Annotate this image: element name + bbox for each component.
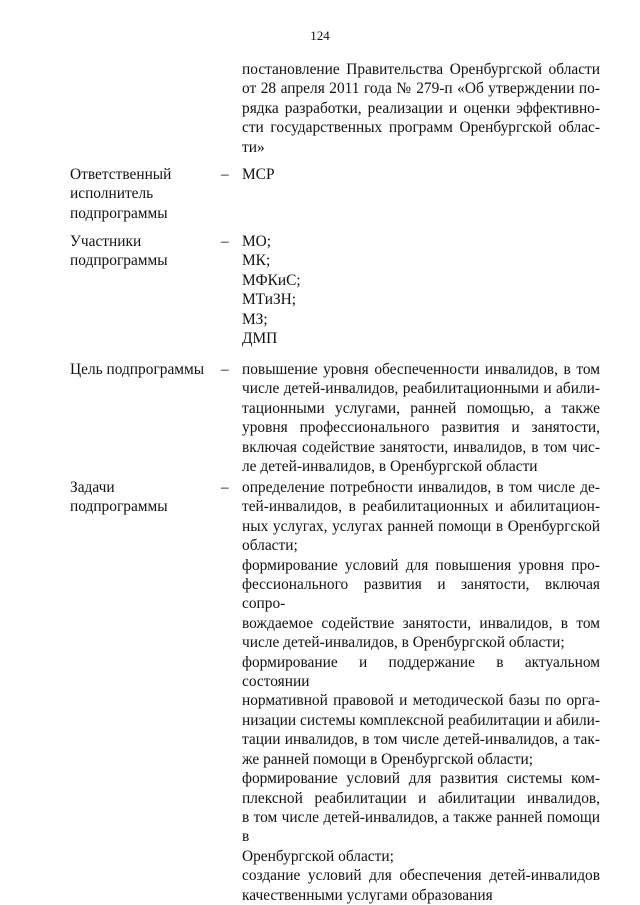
text-line: от 28 апреля 2011 года № 279-п «Об утверждении по- <box>242 80 600 98</box>
value-line: низации системы комплексной реабилитации и абили- <box>242 711 600 729</box>
text-line: сти государственных программ Оренбургской облас- <box>242 119 600 137</box>
value-line: МФКиС; <box>242 271 301 289</box>
intro-text <box>242 60 600 157</box>
row-label <box>70 165 220 223</box>
value-line: создание условий для обеспечения детей-инвалидов <box>242 867 600 885</box>
label-line: Цель подпрограммы <box>70 361 205 378</box>
dash-separator: – <box>221 479 229 496</box>
dash-separator: – <box>221 361 229 378</box>
label-line: исполнитель <box>70 185 154 203</box>
dash-separator: – <box>221 233 229 250</box>
label-line: подпрограммы <box>70 498 168 516</box>
value-line: ных услугах, услугах ранней помощи в Оренбургской <box>242 517 600 535</box>
row-value <box>242 232 600 348</box>
value-line: формирование и поддержание в актуальном состоянии <box>242 653 600 691</box>
value-line: области; <box>242 537 298 555</box>
row-label <box>70 360 220 379</box>
value-line: включая содействие занятости, инвалидов, в том чис- <box>242 438 600 456</box>
value-line: уровня профессионального развития и занятости, <box>242 419 600 437</box>
label-line: Участники <box>70 233 142 250</box>
value-line: повышение уровня обеспеченности инвалидов, в том <box>242 361 600 378</box>
value-line: МСР <box>242 166 275 183</box>
value-line: Оренбургской области; <box>242 847 394 865</box>
value-line: числе детей-инвалидов, реабилитационными и абили- <box>242 380 600 398</box>
value-line: определение потребности инвалидов, в том числе де- <box>242 479 600 496</box>
value-line: МО; <box>242 233 272 250</box>
value-line: тей-инвалидов, в реабилитационных и абилитацион- <box>242 498 600 516</box>
value-line: плексной реабилитации и абилитации инвалидов, <box>242 789 600 807</box>
value-line: ДМП <box>242 330 278 348</box>
label-line: Задачи <box>70 479 115 496</box>
value-line: качественными услугами образования <box>242 886 493 904</box>
page-number: 124 <box>310 28 330 43</box>
row-label <box>70 478 220 517</box>
value-line: же ранней помощи в Оренбургской области; <box>242 750 534 768</box>
value-line: нормативной правовой и методической базы по орга- <box>242 692 600 710</box>
value-line: МТиЗН; <box>242 291 297 309</box>
value-line: фессионального развития и занятости, включая сопро- <box>242 576 600 613</box>
label-line: Ответственный <box>70 166 172 183</box>
row-value <box>242 360 600 476</box>
value-line: тации инвалидов, в том числе детей-инвалидов, а так- <box>242 731 600 749</box>
value-line: вождаемое содействие занятости, инвалидов, в том <box>242 614 600 632</box>
value-line: МЗ; <box>242 310 268 328</box>
value-line: ле детей-инвалидов, в Оренбургской области <box>242 458 538 476</box>
label-line: подпрограммы <box>70 204 168 222</box>
label-line: подпрограммы <box>70 252 168 270</box>
value-line: тационными услугами, ранней помощью, а также <box>242 399 600 417</box>
value-line: формирование условий для развития системы ком- <box>242 770 600 788</box>
value-line: формирование условий для повышения уровня про- <box>242 556 600 574</box>
row-label <box>70 232 220 271</box>
text-line: рядка разработки, реализации и оценки эффективно- <box>242 99 600 117</box>
value-line: числе детей-инвалидов, в Оренбургской области; <box>242 634 565 652</box>
row-value <box>242 478 600 905</box>
row-value <box>242 165 600 184</box>
text-line: постановление Правительства Оренбургской области <box>242 61 600 78</box>
value-line: МК; <box>242 252 271 270</box>
value-line: в том числе детей-инвалидов, а также ранней помощи в <box>242 808 600 846</box>
text-line: ти» <box>242 138 265 156</box>
dash-separator: – <box>221 166 229 183</box>
